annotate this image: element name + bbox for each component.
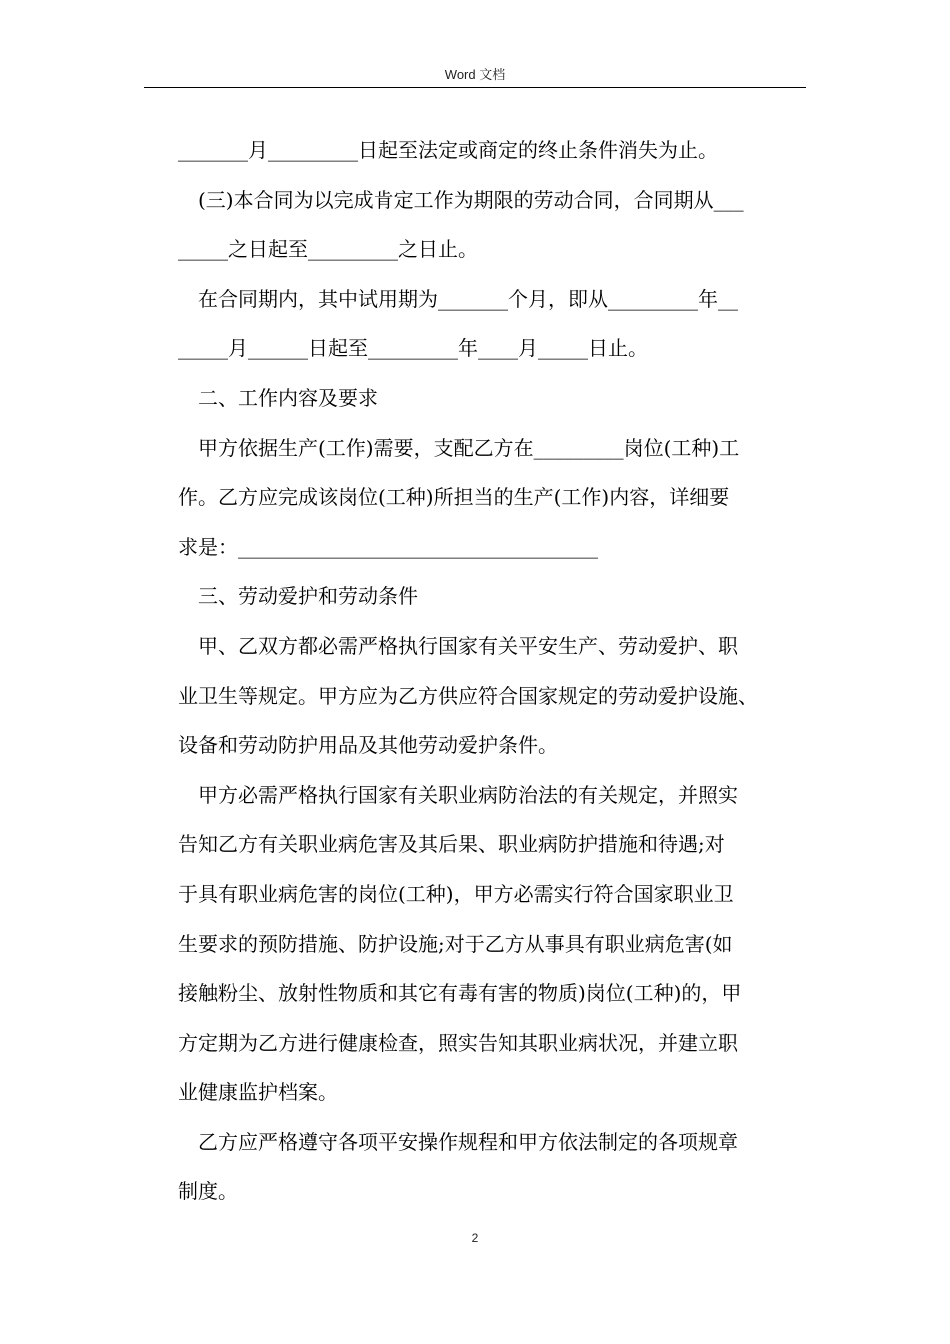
text-line: 甲方必需严格执行国家有关职业病防治法的有关规定，并照实 xyxy=(198,782,738,807)
text-line: 求是：____________________________________ xyxy=(178,534,598,559)
text-line: 生要求的预防措施、防护设施;对于乙方从事具有职业病危害(如 xyxy=(178,931,733,956)
text-line: 在合同期内，其中试用期为_______个月，即从_________年__ xyxy=(198,286,738,311)
text-line: 告知乙方有关职业病危害及其后果、职业病防护措施和待遇;对 xyxy=(178,832,725,857)
text-line: 甲、乙双方都必需严格执行国家有关平安生产、劳动爱护、职 xyxy=(198,633,738,658)
text-line: 于具有职业病危害的岗位(工种)，甲方必需实行符合国家职业卫 xyxy=(178,881,734,906)
text-line: 接触粉尘、放射性物质和其它有毒有害的物质)岗位(工种)的，甲 xyxy=(178,981,742,1006)
text-line: 作。乙方应完成该岗位(工种)所担当的生产(工作)内容，详细要 xyxy=(178,485,730,510)
text-line: 业健康监护档案。 xyxy=(178,1080,338,1105)
text-line: 甲方依据生产(工作)需要，支配乙方在_________岗位(工种)工 xyxy=(198,435,740,460)
header-rule xyxy=(144,87,806,88)
text-line: 制度。 xyxy=(178,1179,238,1204)
text-line: 业卫生等规定。甲方应为乙方供应符合国家规定的劳动爱护设施、 xyxy=(178,683,758,708)
text-line: _____月______日起至_________年____月_____日止。 xyxy=(178,336,648,361)
text-line: (三)本合同为以完成肯定工作为期限的劳动合同，合同期从___ xyxy=(198,187,744,212)
section-heading: 二、工作内容及要求 xyxy=(198,385,378,410)
document-body xyxy=(178,126,818,1217)
header-title: Word 文档 xyxy=(444,67,506,82)
text-line: 乙方应严格遵守各项平安操作规程和甲方依法制定的各项规章 xyxy=(198,1129,738,1154)
section-heading: 三、劳动爱护和劳动条件 xyxy=(198,584,418,609)
text-line: 设备和劳动防护用品及其他劳动爱护条件。 xyxy=(178,733,558,758)
page-number: 2 xyxy=(471,1231,479,1245)
text-line: _______月_________日起至法定或商定的终止条件消失为止。 xyxy=(178,138,718,162)
text-line: _____之日起至_________之日止。 xyxy=(178,237,478,262)
text-line: 方定期为乙方进行健康检查，照实告知其职业病状况，并建立职 xyxy=(178,1030,738,1055)
